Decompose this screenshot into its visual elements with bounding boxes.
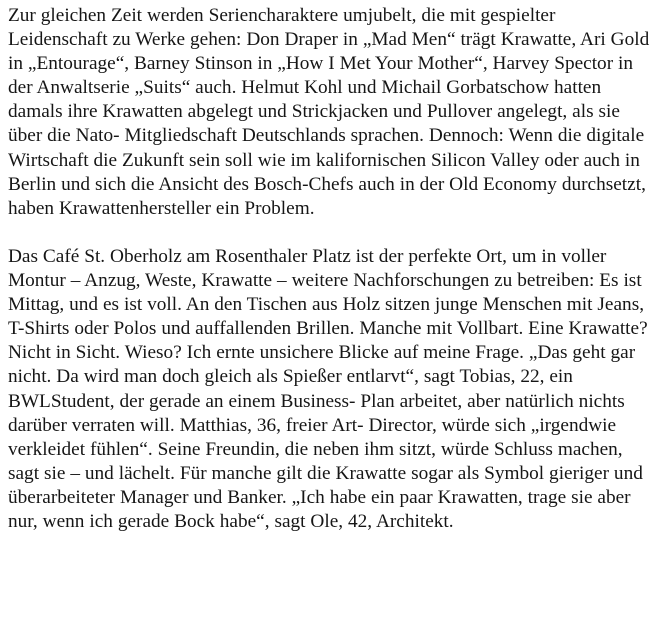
paragraph-1: Zur gleichen Zeit werden Seriencharaktere umjubelt, die mit gespielter Leidenschaft zu Werke gehen: Don Draper in „Mad Men“ trägt Krawatte, Ari Gold in „Entourage“, Barney Stinson in „How I Met Your Mother“, Harvey Spector in der Anwaltserie „Suits“ auch. Helmut Kohl und Michail Gorbatschow hatten damals ihre Krawatten abgelegt und Strickjacken und Pullover angelegt, als sie über die Nato- Mitgliedschaft Deutschlands sprachen. Dennoch: Wenn die digitale Wirtschaft die Zukunft sein soll wie im kalifornischen Silicon Valley oder auch in Berlin und sich die Ansicht des Bosch-Chefs auch in der Old Economy durchsetzt, haben Krawattenhersteller ein Problem. [8, 5, 650, 219]
article-body [8, 4, 654, 534]
paragraph-2: Das Café St. Oberholz am Rosenthaler Platz ist der perfekte Ort, um in voller Montur – Anzug, Weste, Krawatte – weitere Nachforschungen zu betreiben: Es ist Mittag, und es ist voll. An den Tischen aus Holz sitzen junge Menschen mit Jeans, T-Shirts oder Polos und auffallenden Brillen. Manche mit Vollbart. Eine Krawatte? Nicht in Sicht. Wieso? Ich ernte unsichere Blicke auf meine Frage. „Das geht gar nicht. Da wird man doch gleich als Spießer entlarvt“, sagt Tobias, 22, ein BWLStudent, der gerade an einem Business- Plan arbeitet, aber natürlich nichts darüber verraten will. Matthias, 36, freier Art- Director, würde sich „irgendwie verkleidet fühlen“. Seine Freundin, die neben ihm sitzt, würde Schluss machen, sagt sie – und lächelt. Für manche gilt die Krawatte sogar als Symbol gieriger und überarbeiteter Manager und Banker. „Ich habe ein paar Krawatten, trage sie aber nur, wenn ich gerade Bock habe“, sagt Ole, 42, Architekt. [8, 245, 648, 532]
